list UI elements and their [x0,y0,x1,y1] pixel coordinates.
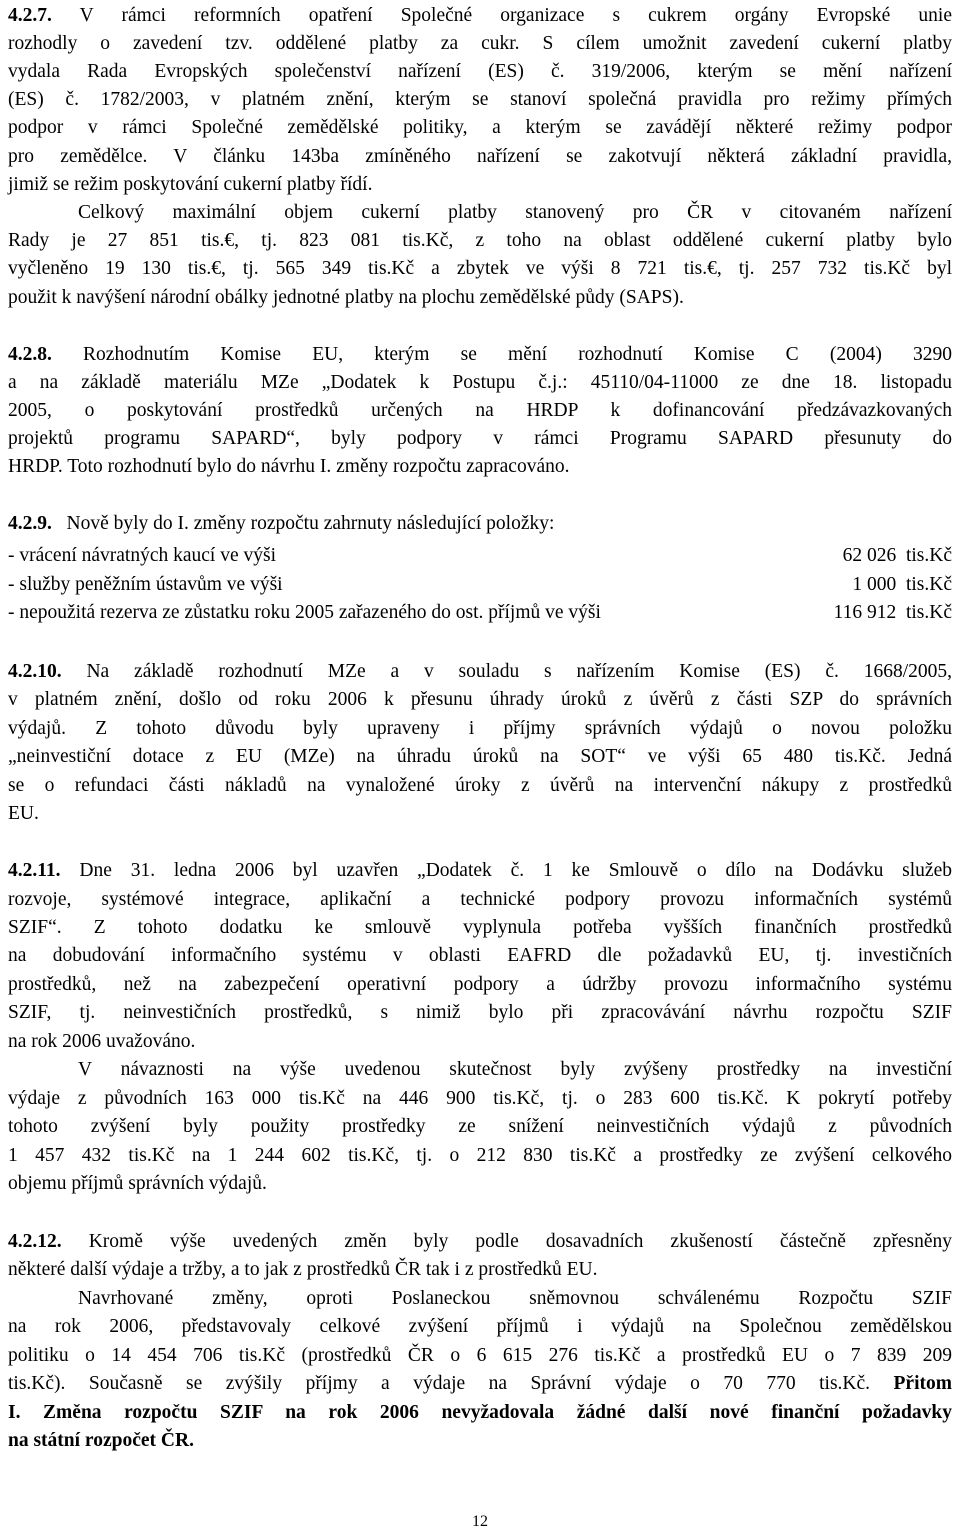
paragraph-line: 4.2.12. Kromě výše uvedených změn byly podle dosavadních zkušeností částečně zpřesněny [8,1231,952,1252]
list-item [8,542,952,570]
paragraph-line: a na základě materiálu MZe „Dodatek k Postupu č.j.: 45110/04-11000 ze dne 18. listopadu [8,372,952,393]
paragraph-line: jimiž se režim poskytování cukerní platby řídí. [8,174,373,195]
item-amount: 62 026 tis.Kč [842,545,952,566]
paragraph-line: rozvoje, systémové integrace, aplikační a technické podpory provozu informačních systémů [8,889,952,910]
paragraph-line: pro zemědělce. V článku 143ba zmíněného nařízení se zakotvují některá základní pravidla, [8,146,952,167]
paragraph-line: (ES) č. 1782/2003, v platném znění, kterým se stanoví společná pravidla pro režimy přímých [8,89,952,110]
section-heading: 4.2.9. [8,513,52,534]
paragraph-line: na rok 2006 uvažováno. [8,1031,196,1052]
paragraph-line: prostředků, než na zabezpečení operativní podpory a údržby provozu informačního systému [8,974,952,995]
paragraph-line: na rok 2006, představovaly celkové zvýšení příjmů i výdajů na Společnou zemědělskou [8,1316,952,1337]
paragraph-line: použit k navýšení národní obálky jednotné platby na plochu zemědělské půdy (SAPS). [8,287,684,308]
section-heading: 4.2.11. [8,860,61,881]
paragraph-line: objemu příjmů správních výdajů. [8,1173,267,1194]
paragraph-line: vyčleněno 19 130 tis.€, tj. 565 349 tis.Kč a zbytek ve výši 8 721 tis.€, tj. 257 732 tis.Kč byl [8,258,952,279]
paragraph-line: rozhodly o zavedení tzv. oddělené platby za cukr. S cílem umožnit zavedení cukerní platby [8,33,952,54]
paragraph-line: Celkový maximální objem cukerní platby stanovený pro ČR v citovaném nařízení [78,202,952,223]
paragraph-line: SZIF, tj. neinvestičních prostředků, s nimiž bylo při zpracovávání návrhu rozpočtu SZIF [8,1002,952,1023]
item-description: - služby peněžním ústavům ve výši [8,574,283,595]
item-description: - vrácení návratných kaucí ve výši [8,545,277,566]
list-item [8,571,952,599]
paragraph-line: výdaje z původních 163 000 tis.Kč na 446 900 tis.Kč, tj. o 283 600 tis.Kč. K pokrytí potřeby [8,1088,952,1109]
paragraph-line: 4.2.7. V rámci reformních opatření Společné organizace s cukrem orgány Evropské unie [8,5,952,26]
paragraph-line: 2005, o poskytování prostředků určených na HRDP k dofinancování předzávazkovaných [8,400,952,421]
paragraph-line: 4.2.10. Na základě rozhodnutí MZe a v souladu s nařízením Komise (ES) č. 1668/2005, [8,661,952,682]
section-heading: 4.2.7. [8,5,52,26]
paragraph-line: výdajů. Z tohoto důvodu byly upraveny i příjmy správních výdajů o novou položku [8,718,952,739]
paragraph-line: HRDP. Toto rozhodnutí bylo do návrhu I. změny rozpočtu zapracováno. [8,456,570,477]
item-amount: 1 000 tis.Kč [852,574,952,595]
paragraph-line: podpor v rámci Společné zemědělské politiky, a kterým se zavádějí některé režimy podpor [8,117,952,138]
item-amount: 116 912 tis.Kč [833,602,952,623]
paragraph-line: se o refundaci části nákladů na vynaložené úroky z úvěrů na intervenční nákupy z prostředků [8,775,952,796]
item-description: - nepoužitá rezerva ze zůstatku roku 2005 zařazeného do ost. příjmů ve výši [8,602,601,623]
paragraph-line: „neinvestiční dotace z EU (MZe) na úhradu úroků na SOT“ ve výši 65 480 tis.Kč. Jedná [8,746,952,767]
paragraph-line: EU. [8,803,39,824]
emphasis-text: Přitom [893,1373,952,1394]
paragraph-line: 4.2.11. Dne 31. ledna 2006 byl uzavřen „Dodatek č. 1 ke Smlouvě o dílo na Dodávku služeb [8,860,952,881]
paragraph-line: SZIF“. Z tohoto dodatku ke smlouvě vyplynula potřeba vyšších finančních prostředků [8,917,952,938]
paragraph-line: V návaznosti na výše uvedenou skutečnost byly zvýšeny prostředky na investiční [78,1059,952,1080]
paragraph-line: v platném znění, došlo od roku 2006 k přesunu úhrady úroků z úvěrů z části SZP do správních [8,689,952,710]
page-number: 12 [472,1513,488,1530]
paragraph-line: projektů programu SAPARD“, byly podpory v rámci Programu SAPARD přesunuty do [8,428,952,449]
emphasis-line: I. Změna rozpočtu SZIF na rok 2006 nevyžadovala žádné další nové finanční požadavky [8,1402,952,1423]
paragraph-line: některé další výdaje a tržby, a to jak z prostředků ČR tak i z prostředků EU. [8,1259,598,1280]
section-heading: 4.2.10. [8,661,62,682]
paragraph-line: tis.Kč). Současně se zvýšily příjmy a výdaje na Správní výdaje o 70 770 tis.Kč. Přitom [8,1373,952,1394]
paragraph-line: Navrhované změny, oproti Poslaneckou sněmovnou schválenému Rozpočtu SZIF [78,1288,952,1309]
paragraph-line: 4.2.8. Rozhodnutím Komise EU, kterým se mění rozhodnutí Komise C (2004) 3290 [8,344,952,365]
emphasis-line: na státní rozpočet ČR. [8,1430,194,1451]
paragraph-line: tohoto zvýšení byly použity prostředky ze snížení neinvestičních výdajů z původních [8,1116,952,1137]
paragraph-line: politiku o 14 454 706 tis.Kč (prostředků ČR o 6 615 276 tis.Kč a prostředků EU o 7 839 209 [8,1345,952,1366]
paragraph-line: 1 457 432 tis.Kč na 1 244 602 tis.Kč, tj. o 212 830 tis.Kč a prostředky ze zvýšení celkového [8,1145,952,1166]
list-item [8,599,952,627]
paragraph-line: vydala Rada Evropských společenství nařízení (ES) č. 319/2006, kterým se mění nařízení [8,61,952,82]
paragraph-line: Rady je 27 851 tis.€, tj. 823 081 tis.Kč, z toho na oblast oddělené cukerní platby bylo [8,230,952,251]
paragraph-line: na dobudování informačního systému v oblasti EAFRD dle požadavků EU, tj. investičních [8,945,952,966]
section-heading: 4.2.12. [8,1231,62,1252]
section-heading: 4.2.8. [8,344,52,365]
paragraph-line: 4.2.9. Nově byly do I. změny rozpočtu zahrnuty následující položky: [8,513,555,534]
